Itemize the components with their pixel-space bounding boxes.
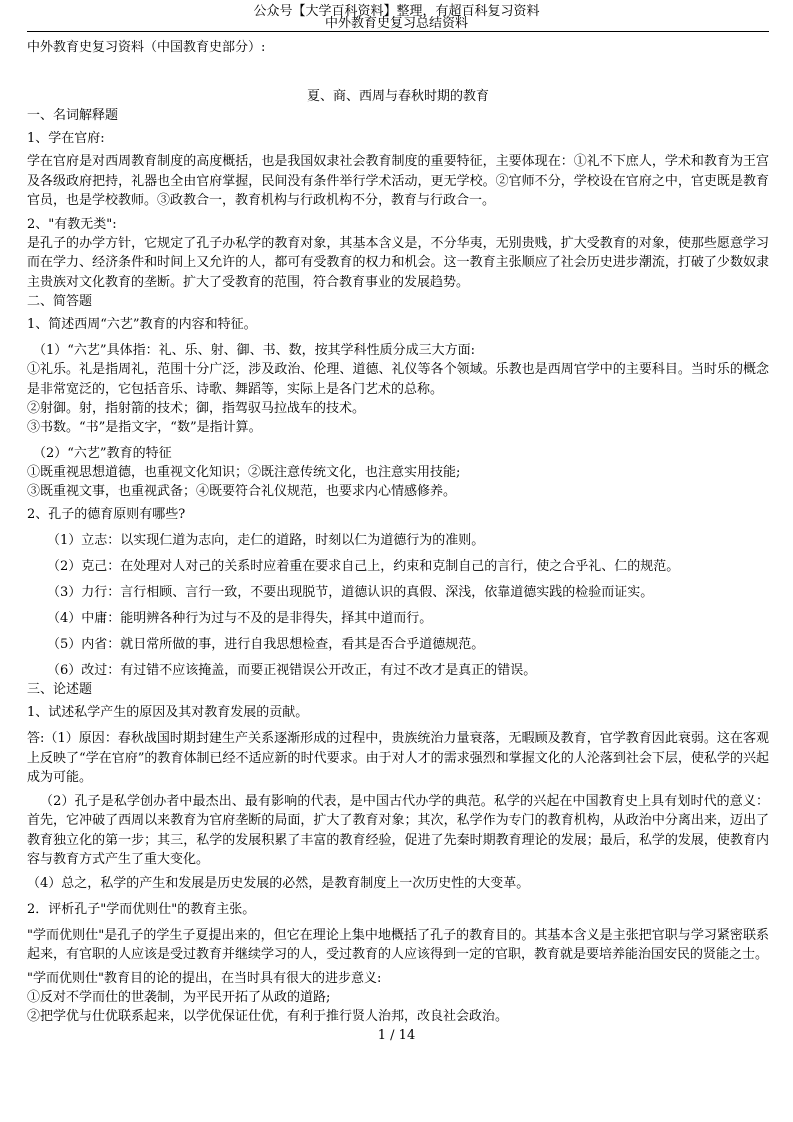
feature-line-1: ①既重视思想道德，也重视文化知识；②既注意传统文化，也注意实用技能; [27, 465, 461, 480]
document-body [27, 38, 769, 1026]
feature-line-2: ③既重视文事，也重视武备；④既要符合礼仪规范，也要求内心情感修养。 [27, 484, 457, 499]
term-text-2: 是孔子的办学方针，它规定了孔子办私学的教育对象，其基本含义是，不分华夷，无别贵贱，扩大受教育的对象，使那些愿意学习而在学力、经济条件和时间上又允许的人，都可有受教育的权力和机会。这一教育主张顺应了社会历史进步潮流，打破了少数奴隶主贵族对文化教育的垄断。扩大了受教育的范围，符合教育事业的发展趋势。 [27, 235, 769, 290]
section-heading-terms: 一、名词解释题 [27, 108, 119, 123]
principle-item: （4）中庸：能明辨各种行为过与不及的是非得失，择其中道而行。 [47, 611, 433, 626]
principle-item: （3）力行：言行相顾、言行一致，不要出现脱节，道德认识的真假、深浅，依靠道德实践的检验而证实。 [47, 585, 654, 600]
header-divider [27, 31, 769, 32]
section-heading-essay: 三、论述题 [27, 682, 93, 697]
essay-list-item-2: ②把学优与仕优联系起来，以学优保证仕优，有利于推行贤人治邦，改良社会政治。 [27, 1008, 509, 1024]
essay-answer-2: （2）孔子是私学创办者中最杰出、最有影响的代表，是中国古代办学的典范。私学的兴起在中国教育史上具有划时代的意义：首先，它冲破了西周以来教育为官府垄断的局面，扩大了教育对象；其次，私学作为专门的教育机构，从政治中分离出来，迈出了教育独立化的第一步；其三，私学的发展积累了丰富的教育经验，促进了先秦时期教育理论的发展；最后，私学的发展，使教育内容与教育方式产生了重大变化。 [27, 793, 769, 867]
essay-list-item-1: ①反对不学而仕的世袭制，为平民开拓了从政的道路; [27, 989, 331, 1005]
page-header-title: 中外教育史复习总结资料 [324, 16, 468, 31]
term-title-1: 1、学在官府: [27, 131, 105, 146]
section-heading-short: 二、简答题 [27, 294, 93, 309]
term-text-1: 学在官府是对西周教育制度的高度概括，也是我国奴隶社会教育制度的重要特征，主要体现在：①礼不下庶人，学术和教育为王宫及各级政府把持，礼器也全由官府掌握，民间没有条件举行学术活动，更无学校。②官师不分，学校设在官府之中，官吏既是教育官员，也是学校教师。③政教合一，教育机构与行政机构不分，教育与行政合一。 [27, 154, 769, 208]
question-title-3-2: 2．评析孔子"学而优则仕"的教育主张。 [27, 901, 256, 917]
essay-text-1: "学而优则仕"是孔子的学生子夏提出来的，但它在理论上集中地概括了孔子的教育目的。其基本含义是主张把官职与学习紧密联系起来，有官职的人应该是受过教育并继续学习的人，受过教育的人应该得到一定的官职，教育就是要培养能治国安民的贤能之士。 [27, 927, 769, 962]
principle-item: （5）内省：就日常所做的事，进行自我思想检查，看其是否合乎道德规范。 [47, 637, 485, 652]
answer-text-shushu: ③书数。“书”是指文字，“数”是指计算。 [27, 420, 262, 435]
page-number: 1 / 14 [377, 1028, 416, 1043]
principle-item: （1）立志：以实现仁道为志向，走仁的道路，时刻以仁为道德行为的准则。 [47, 533, 485, 548]
question-title-3-1: 1、试述私学产生的原因及其对教育发展的贡献。 [27, 705, 309, 720]
question-title-2-2: 2、孔子的德育原则有哪些? [27, 507, 186, 522]
answer-text-sheyu: ②射御。射，指射箭的技术；御，指驾驭马拉战车的技术。 [27, 401, 366, 416]
answer-text-liyue: ①礼乐。礼是指周礼，范围十分广泛，涉及政治、伦理、道德、礼仪等各个领域。乐教也是西周官学中的主要科目。当时乐的概念是非常宽泛的，它包括音乐、诗歌、舞蹈等，实际上是各门艺术的总称。 [27, 362, 769, 397]
sub-heading-2-1-1: （1）“六艺”具体指：礼、乐、射、御、书、数，按其学科性质分成三大方面: [33, 343, 475, 358]
principle-item: （2）克己：在处理对人对己的关系时应着重在要求自己上，约束和克制自己的言行，使之合乎礼、仁的规范。 [47, 559, 680, 574]
document-title: 中外教育史复习资料（中国教育史部分）: [27, 40, 266, 55]
page-header-source: 公众号【大学百科资料】整理，有超百科复习资料 [253, 4, 540, 19]
essay-answer-1: 答:（1）原因：春秋战国时期封建生产关系逐渐形成的过程中，贵族统治力量衰落，无暇顾及教育，官学教育因此衰弱。这在客观上反映了“学在官府”的教育体制已经不适应新的时代要求。由于对人才的需求强烈和掌握文化的人沦落到社会下层，使私学的兴起成为可能。 [27, 731, 769, 785]
chapter-title: 夏、商、西周与春秋时期的教育 [306, 89, 489, 104]
principle-item: （6）改过：有过错不应该掩盖，而要正视错误公开改正，有过不改才是真正的错误。 [47, 663, 537, 678]
question-title-2-1: 1、简述西周“六艺”教育的内容和特征。 [27, 317, 257, 332]
sub-heading-2-1-2: （2）“六艺”教育的特征 [33, 446, 172, 461]
essay-answer-3: （4）总之，私学的产生和发展是历史发展的必然，是教育制度上一次历史性的大变革。 [27, 875, 530, 891]
essay-text-2: "学而优则仕"教育目的论的提出，在当时具有很大的进步意义: [27, 970, 382, 986]
term-title-2: 2、"有教无类": [27, 216, 117, 232]
